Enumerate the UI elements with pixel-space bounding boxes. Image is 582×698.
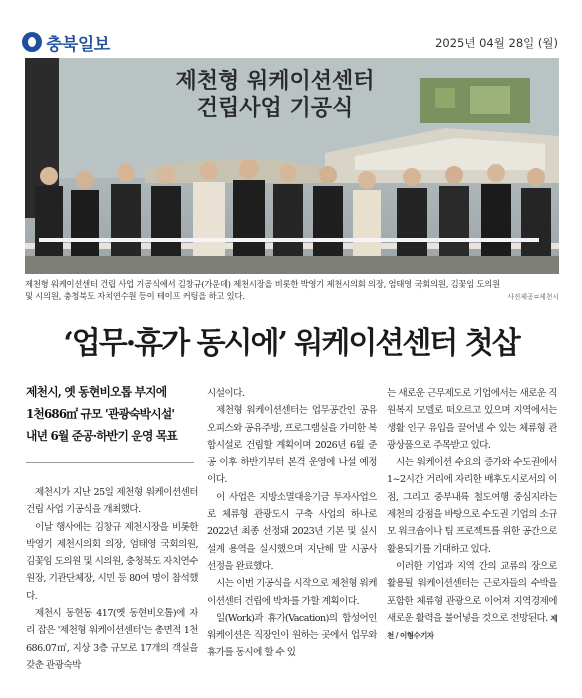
banner-title-line2: 건립사업 기공식 [196, 96, 354, 121]
photo-caption-line1: 제천형 워케이션센터 건립 사업 기공식에서 김창규(가운데) 제천시장을 비롯한 박영기 제천시의회 의장, 엄태영 국회의원, 김꽃임 도의원 [25, 279, 500, 289]
article-column-3 [387, 385, 557, 698]
article-headline: ‘업무·휴가 동시에’ 워케이션센터 첫삽 [63, 326, 519, 361]
logo-emblem-icon [22, 32, 42, 52]
subhead-1: 제천시, 옛 동현비오톱 부지에 [26, 385, 167, 399]
article-column-2 [207, 385, 377, 698]
photo-credit: 사진제공=제천시 [507, 293, 559, 301]
byline: 제천 / 이형수기자 [387, 613, 557, 641]
paragraph: 제천형 워케이션센터는 업무공간인 공유오피스와 공유주방, 프로그램실을 가미한 복합시설로 건립할 계획이며 2026년 6월 준공 이후 하반기부터 본격 운영에 나설 예정이다. [207, 405, 377, 486]
article-photo [25, 58, 559, 274]
paragraph: 시설이다. [207, 388, 245, 399]
issue-date: 2025년 04월 28일 (월) [435, 36, 558, 50]
paragraph: 제천시 동현동 417(옛 동현비오톱)에 자리 잡은 '제천형 워케이션센터'는 총면적 1천686.07㎡, 지상 3층 규모로 17개의 객실을 갖춘 관광숙박 [26, 608, 198, 671]
paragraph [387, 558, 557, 644]
banner-title-line1: 제천형 워케이션센터 [175, 69, 375, 94]
photo-caption-line2: 및 시의원, 충청북도 자치연수원 등이 테이프 커팅을 하고 있다. [25, 291, 245, 301]
paragraph: 시는 워케이션 수요의 증가와 수도권에서 1~2시간 거리에 자리한 배후도시로서의 이점, 그리고 중부내륙 철도여행 중심지라는 제천의 강점을 바탕으로 수도권 기업의 소규모 워크숍이나 팀 프로젝트를 위한 공간으로 활용되기를 기대하고 있다. [387, 457, 557, 555]
paragraph-text: 이러한 기업과 지역 간의 교류의 장으로 활용될 워케이션센터는 근로자들의 수박을 포함한 체류형 관광으로 이어져 지역경제에 새로운 활력을 불어넣을 것으로 전망된다. [387, 560, 557, 624]
paragraph: 제천시가 지난 25일 제천형 워케이션센터 건립 사업 기공식을 개최했다. [26, 487, 198, 516]
subhead-divider [26, 462, 194, 463]
paragraph: 일(Work)과 휴가(Vacation)의 합성어인 워케이션은 직장인이 원하는 곳에서 업무와 휴가를 동시에 할 수 있 [207, 612, 377, 659]
paragraph: 이날 행사에는 김창규 제천시장을 비롯한 박영기 제천시의회 의장, 엄태영 국회의원, 김꽃임 도의원 및 시의원, 충청북도 자치연수원장, 기관단체장, 시민 등 80여 명이 참석했다. [26, 521, 198, 602]
article-column-1 [26, 484, 198, 698]
paragraph: 는 새로운 근무제도로 기업에서는 새로운 직원복지 모델로 떠오르고 있으며 지역에서는 생활 인구 유입을 끌어낼 수 있는 체류형 관광상품으로 주목받고 있다. [387, 388, 557, 451]
paragraph: 이 사업은 지방소멸대응기금 투자사업으로 체류형 관광도시 구축 사업의 하나로 2022년 최종 선정돼 2023년 기본 및 실시설계 용역을 실시했으며 지난해 말 시공사 선정을 완료했다. [207, 491, 377, 572]
photo-caption [25, 278, 559, 302]
logo-text: 충북일보 [46, 34, 110, 55]
masthead [0, 0, 582, 56]
paragraph: 시는 이번 기공식을 시작으로 제천형 워케이션센터 건립에 박차를 가할 계획이다. [207, 578, 377, 607]
subhead-3: 내년 6월 준공·하반기 운영 목표 [26, 429, 178, 443]
article-subheads [26, 381, 198, 447]
ceremony-photo-illustration [25, 58, 559, 274]
subhead-2: 1천686㎡ 규모 '관광숙박시설' [26, 407, 175, 421]
newspaper-logo[interactable] [22, 31, 110, 53]
